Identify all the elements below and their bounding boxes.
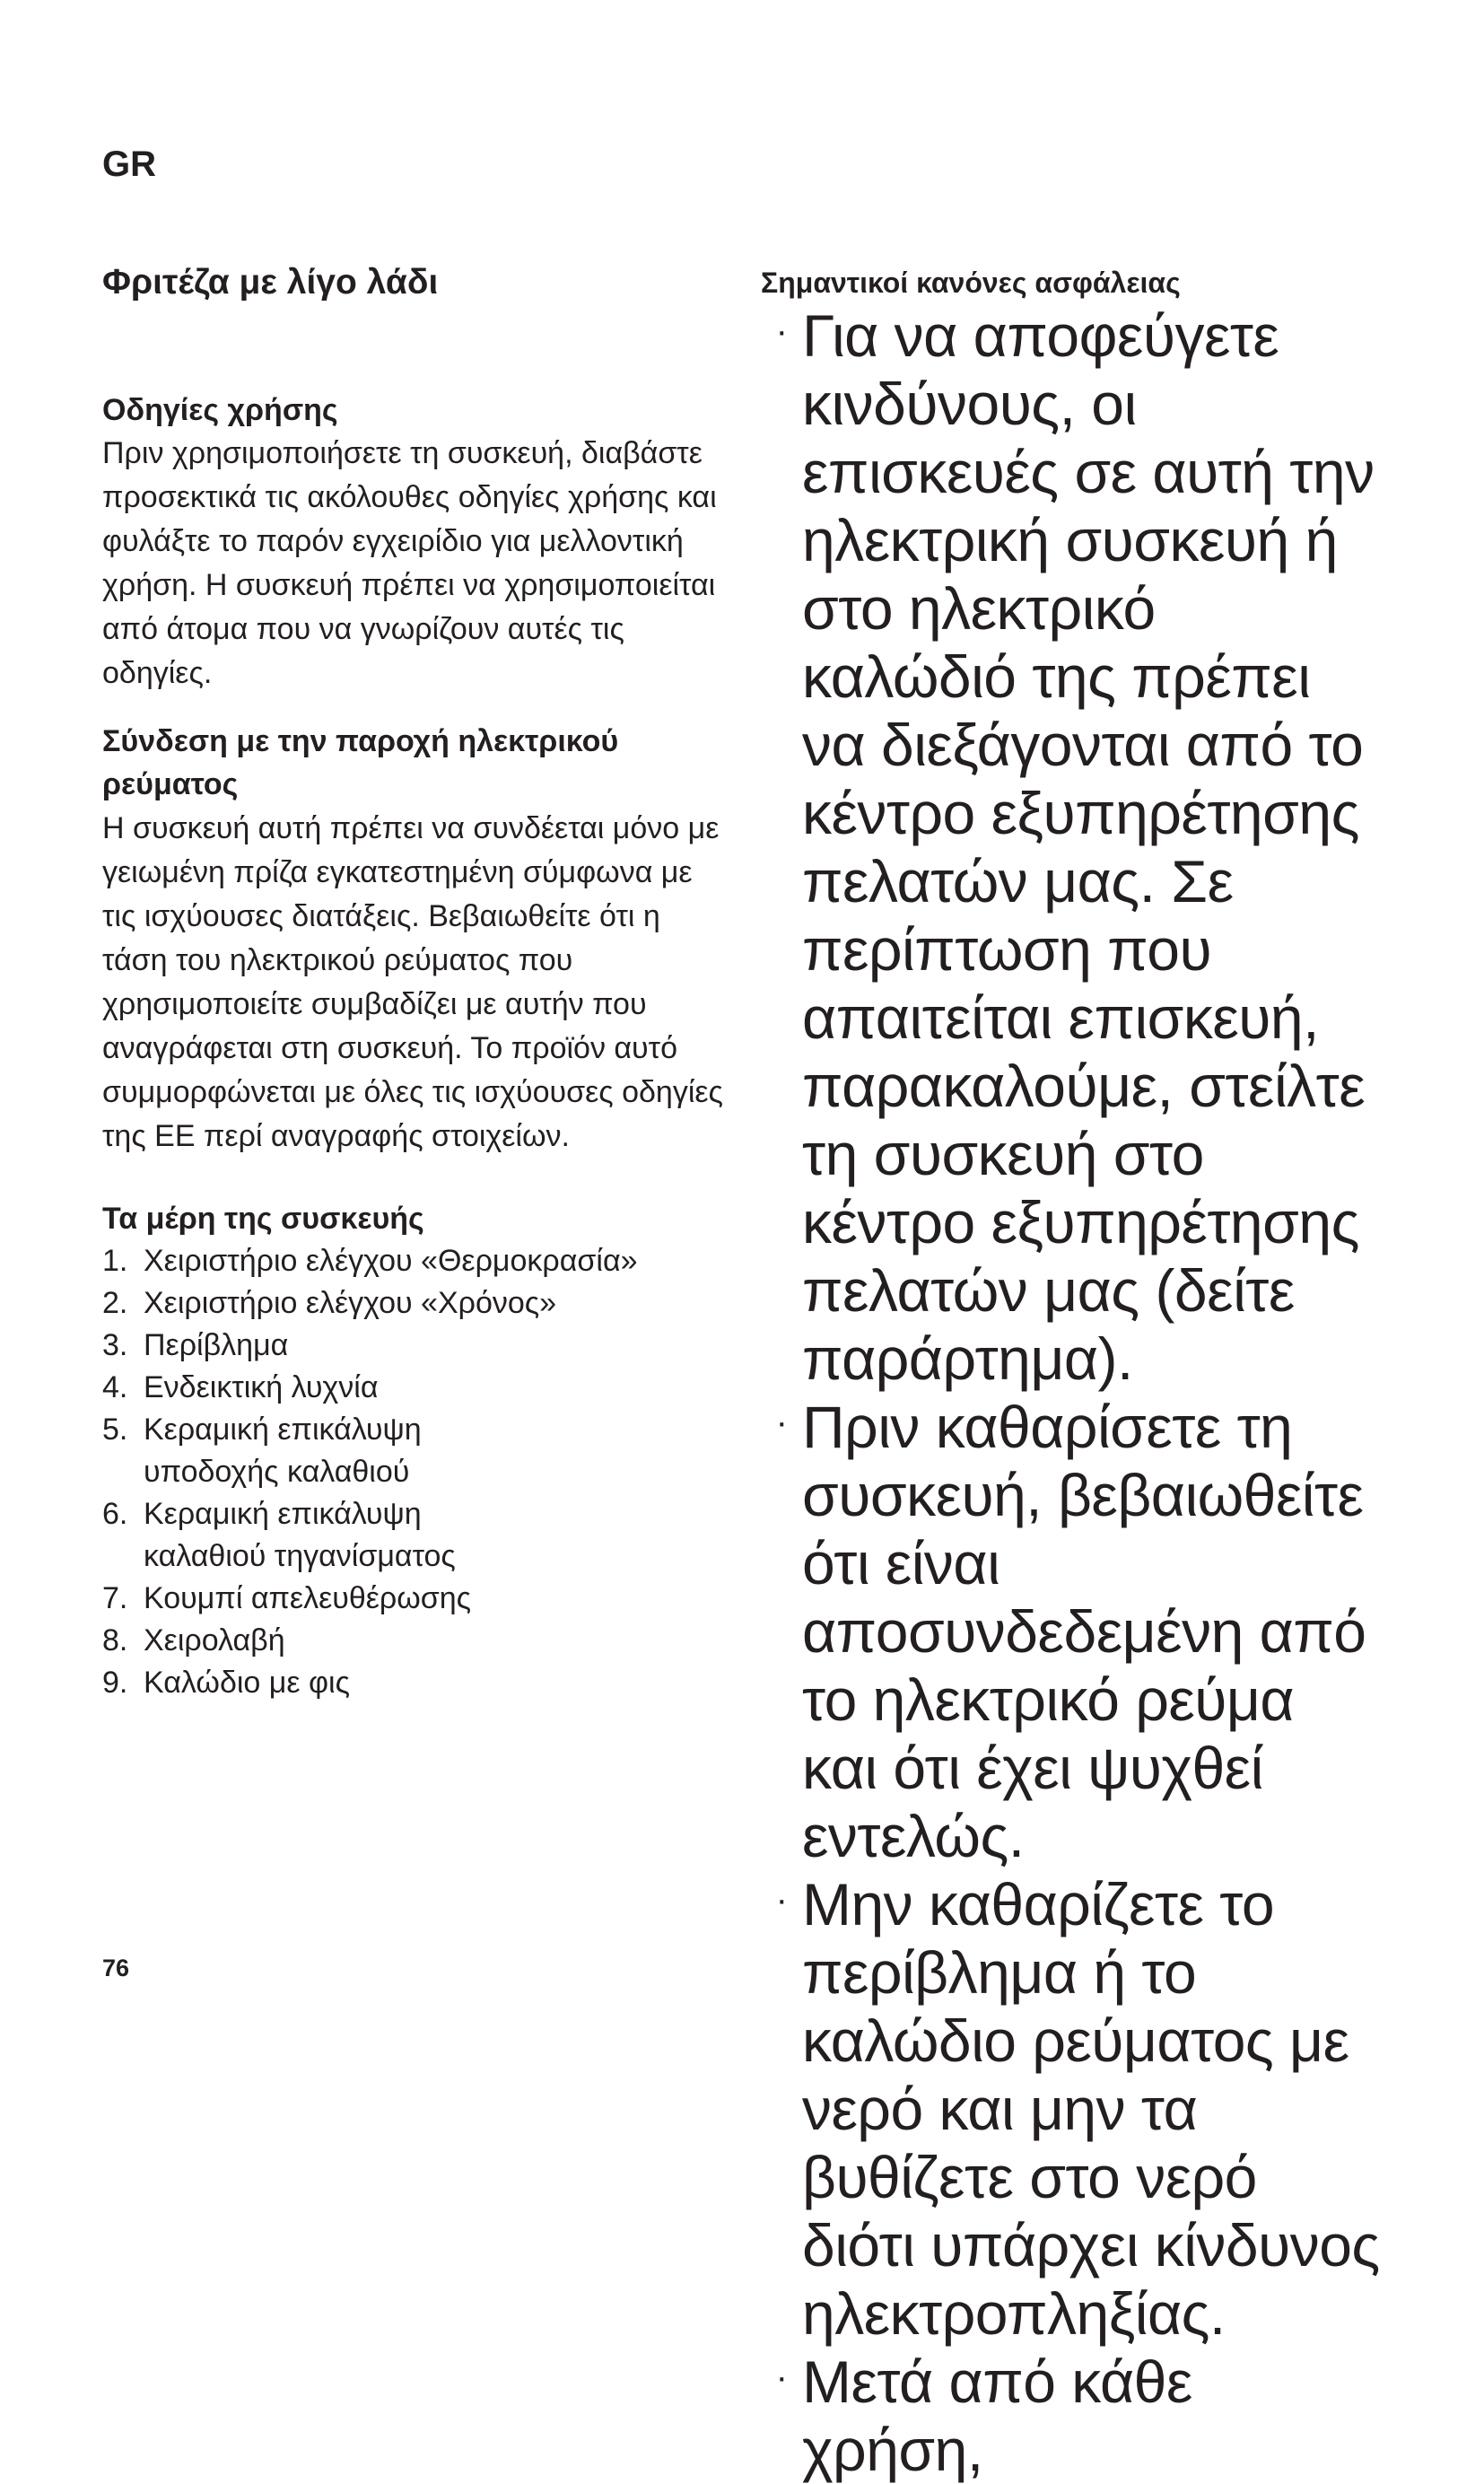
manual-title: Φριτέζα με λίγο λάδι bbox=[102, 263, 439, 302]
item-number: 4. bbox=[102, 1370, 128, 1405]
item-number: 6. bbox=[102, 1497, 128, 1532]
item-number: 1. bbox=[102, 1244, 128, 1279]
bullet-icon: · bbox=[775, 311, 788, 352]
list-item bbox=[102, 1325, 730, 1367]
safety-heading: Σημαντικοί κανόνες ασφάλειας bbox=[761, 267, 1181, 299]
left-column bbox=[102, 262, 730, 1704]
page-number: 76 bbox=[102, 1955, 130, 1981]
item-text: Χειρολαβή bbox=[144, 1623, 285, 1658]
safety-rules-list bbox=[761, 302, 1380, 2484]
list-item bbox=[102, 1409, 730, 1493]
rule-text: Για να αποφεύγετε κινδύνους, οι επισκευές σε αυτή την ηλεκτρική συσκευή ή στο ηλεκτρικό καλώδιό της πρέπει να διεξάγονται από το κέντρο εξυπηρέτησης πελατών μας. Σε περίπτωση που απαιτείται επισκευή, παρακαλούμε, στείλτε τη συσκευή στο κέντρο εξυπηρέτησης πελατών μας (δείτε παράρτημα). bbox=[802, 302, 1375, 1393]
safety-rule bbox=[761, 1393, 1380, 1870]
right-column bbox=[761, 266, 1380, 2484]
item-number: 5. bbox=[102, 1413, 128, 1448]
item-text: Κεραμική επικάλυψη καλαθιού τηγανίσματος bbox=[144, 1497, 456, 1574]
connection-section bbox=[102, 721, 730, 1158]
item-number: 3. bbox=[102, 1328, 128, 1363]
list-item bbox=[102, 1578, 730, 1620]
parts-section bbox=[102, 1198, 730, 1705]
parts-list bbox=[102, 1240, 730, 1704]
rule-text: Πριν καθαρίσετε τη συσκευή, βεβαιωθείτε ότι είναι αποσυνδεδεμένη από το ηλεκτρικό ρεύμα και ότι έχει ψυχθεί εντελώς. bbox=[802, 1394, 1366, 1870]
connection-text: Η συσκευή αυτή πρέπει να συνδέεται μόνο με γειωμένη πρίζα εγκατεστημένη σύμφωνα με τις ισχύουσες διατάξεις. Βεβαιωθείτε ότι η τάση του ηλεκτρικού ρεύματος που χρησιμοποιείτε συμβαδίζει με αυτήν που αναγράφεται στη συσκευή. Το προϊόν αυτό συμμορφώνεται με όλες τις ισχύουσες οδηγίες της ΕΕ περί αναγραφής στοιχείων. bbox=[102, 810, 723, 1153]
bullet-icon: · bbox=[775, 1880, 788, 1920]
rule-text: Μετά από κάθε χρήση, bbox=[802, 2348, 1192, 2484]
bullet-icon: · bbox=[775, 2357, 788, 2398]
list-item bbox=[102, 1240, 730, 1282]
language-code: GR bbox=[102, 144, 156, 184]
safety-rule bbox=[761, 302, 1380, 1393]
list-item bbox=[102, 1662, 730, 1704]
list-item bbox=[102, 1367, 730, 1409]
item-text: Κουμπί απελευθέρωσης bbox=[144, 1581, 472, 1616]
parts-heading: Τα μέρη της συσκευής bbox=[102, 1201, 424, 1236]
rule-text: Μην καθαρίζετε το περίβλημα ή το καλώδιο ρεύματος με νερό και μην τα βυθίζετε στο νερό διότι υπάρχει κίνδυνος ηλεκτροπληξίας. bbox=[802, 1871, 1380, 2348]
item-text: Κεραμική επικάλυψη υποδοχής καλαθιού bbox=[144, 1413, 422, 1490]
item-number: 8. bbox=[102, 1623, 128, 1658]
item-text: Περίβλημα bbox=[144, 1328, 289, 1363]
list-item bbox=[102, 1620, 730, 1662]
instructions-section bbox=[102, 389, 730, 696]
item-number: 7. bbox=[102, 1581, 128, 1616]
safety-rule bbox=[761, 2348, 1380, 2484]
list-item bbox=[102, 1282, 730, 1325]
instructions-heading: Οδηγίες χρήσης bbox=[102, 392, 338, 427]
item-number: 2. bbox=[102, 1286, 128, 1321]
item-text: Χειριστήριο ελέγχου «Χρόνος» bbox=[144, 1286, 557, 1321]
list-item bbox=[102, 1493, 730, 1578]
item-text: Καλώδιο με φις bbox=[144, 1666, 350, 1701]
instructions-text: Πριν χρησιμοποιήσετε τη συσκευή, διαβάστε προσεκτικά τις ακόλουθες οδηγίες χρήσης και φυλάξτε το παρόν εγχειρίδιο για μελλοντική χρήση. Η συσκευή πρέπει να χρησιμοποιείται από άτομα που να γνωρίζουν αυτές τις οδηγίες. bbox=[102, 436, 717, 691]
bullet-icon: · bbox=[775, 1403, 788, 1443]
item-text: Ενδεικτική λυχνία bbox=[144, 1370, 379, 1405]
connection-heading: Σύνδεση με την παροχή ηλεκτρικού ρεύματος bbox=[102, 724, 619, 801]
safety-rule bbox=[761, 1870, 1380, 2348]
item-text: Χειριστήριο ελέγχου «Θερμοκρασία» bbox=[144, 1244, 638, 1279]
item-number: 9. bbox=[102, 1666, 128, 1701]
